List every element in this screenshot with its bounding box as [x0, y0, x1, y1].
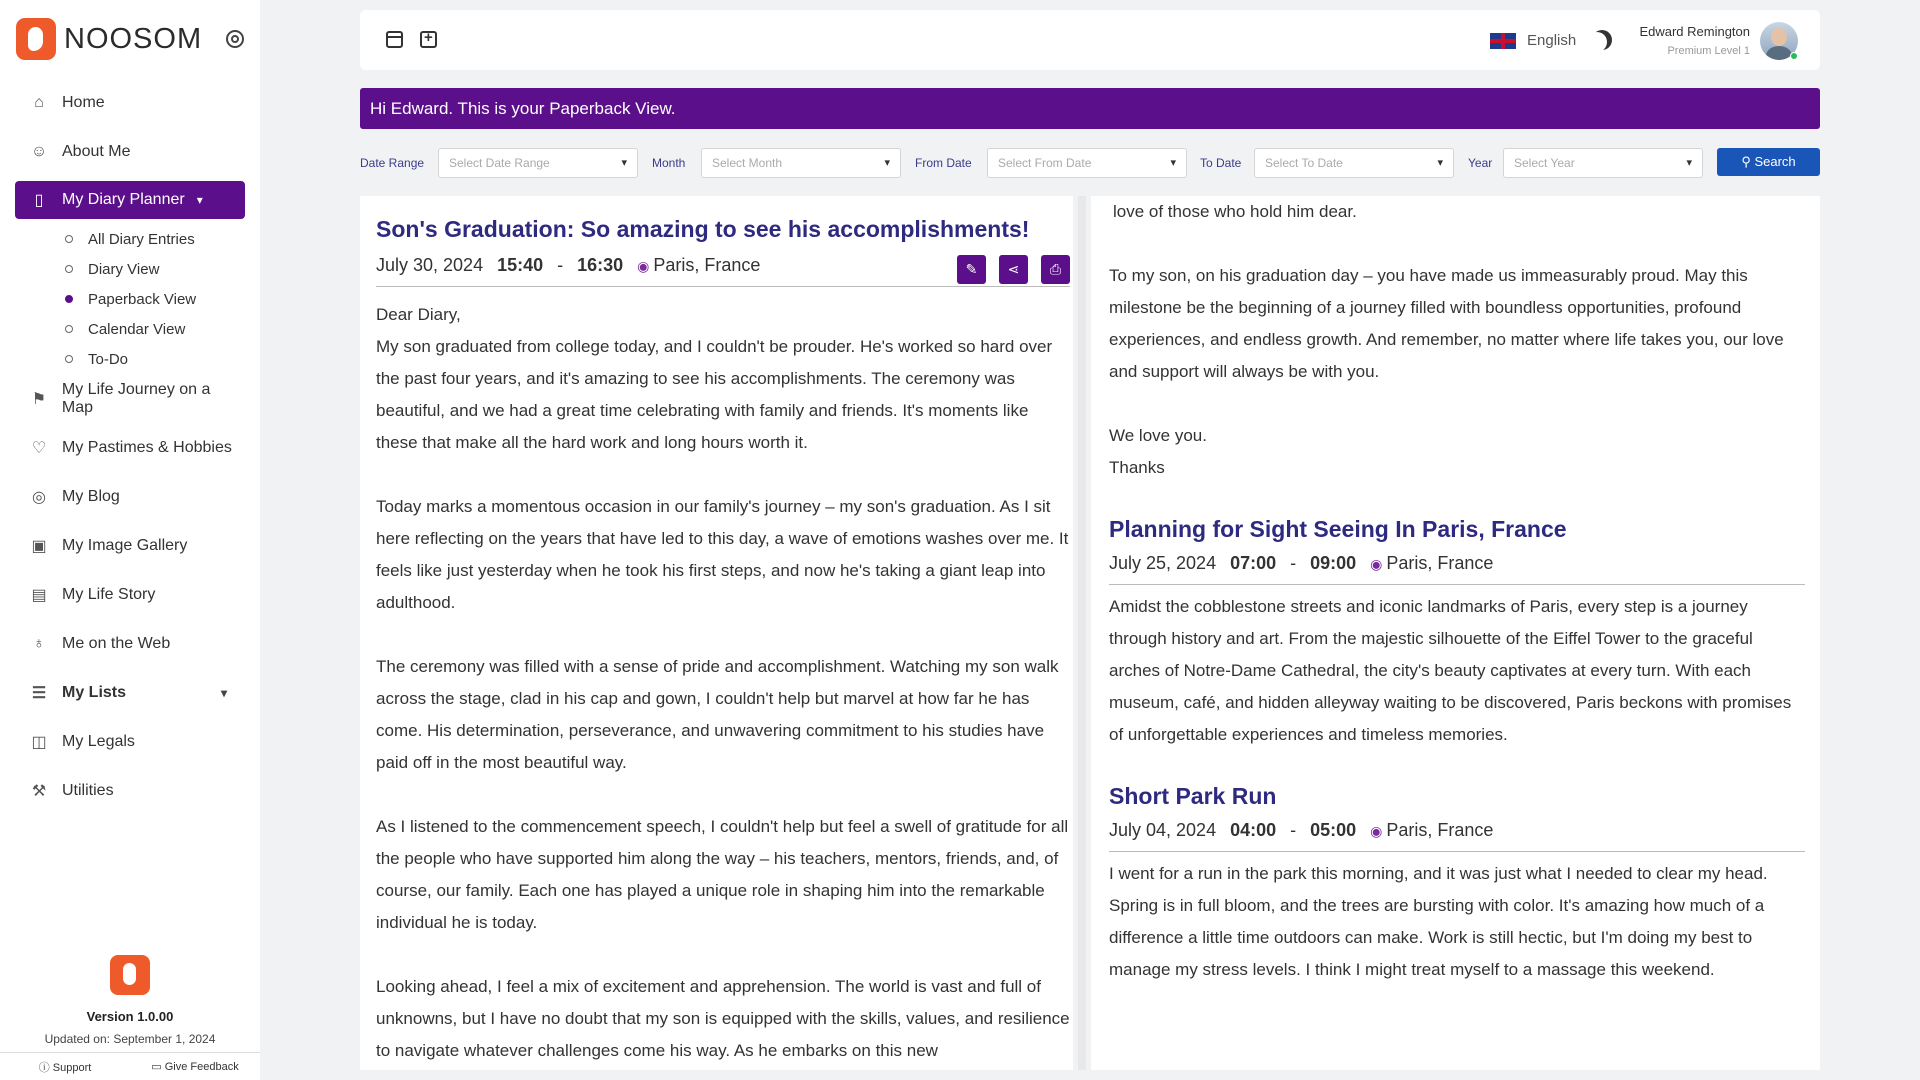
select-placeholder: Select From Date — [998, 156, 1092, 170]
online-status-icon — [1790, 52, 1798, 60]
sidebar-item-label: Home — [62, 93, 105, 111]
share-icon: ⋖ — [1007, 261, 1020, 277]
submenu-label: Calendar View — [88, 320, 186, 338]
entry-end-time: 05:00 — [1310, 820, 1357, 840]
submenu-label: All Diary Entries — [88, 230, 195, 248]
entry-title[interactable]: Short Park Run — [1109, 783, 1277, 809]
page-spine — [1078, 196, 1086, 1070]
entry-end-time: 16:30 — [577, 255, 624, 275]
month-label: Month — [652, 156, 686, 170]
sidebar-item-legals[interactable] — [15, 717, 245, 766]
submenu-calendar-view[interactable] — [65, 314, 245, 344]
heart-icon: ♡ — [31, 439, 47, 457]
entry-date: July 30, 2024 — [376, 255, 484, 275]
notebook-icon: ▤ — [31, 586, 47, 604]
sidebar-item-label: My Blog — [62, 487, 120, 505]
uk-flag-icon[interactable] — [1490, 33, 1516, 49]
select-placeholder: Select Year — [1514, 156, 1575, 170]
entry-paragraph: Dear Diary, — [376, 305, 461, 324]
sidebar-item-label: My Diary Planner — [62, 191, 185, 208]
sidebar-item-label: My Legals — [62, 732, 135, 750]
sidebar-footer — [0, 1052, 260, 1080]
paperback-right-page — [1091, 196, 1820, 1070]
sidebar-item-utilities[interactable] — [15, 766, 245, 815]
sidebar-item-image-gallery[interactable] — [15, 521, 245, 570]
bullet-icon — [65, 295, 73, 303]
entry-end-time: 09:00 — [1310, 553, 1357, 573]
entry-paragraph: The ceremony was filled with a sense of pride and accomplishment. Watching my son walk across the stage, clad in his cap and gown, I couldn't help but marvel at how far he has come. His determination, perseverance, and unwavering commitment to his studies have paid off in the most beautiful way. — [376, 657, 1059, 772]
calendar-icon[interactable] — [386, 31, 403, 48]
search-button[interactable] — [1717, 148, 1820, 176]
submenu-to-do[interactable] — [65, 344, 245, 374]
sidebar-item-label: My Image Gallery — [62, 536, 188, 554]
entry-location: Paris, France — [1386, 553, 1494, 573]
entry-start-time: 07:00 — [1230, 553, 1277, 573]
entry-continued — [1109, 196, 1805, 1018]
entry-paragraph: Amidst the cobblestone streets and iconic landmarks of Paris, every step is a journey through history and art. From the majestic silhouette of the Eiffel Tower to the graceful arches of Notre-Dame Cathedral, the city's beauty captivates at every turn. With each museum, café, and hidden alleyway waiting to be discovered, Paris beckons with promises of unforgettable experiences and timeless memories. — [1109, 597, 1792, 744]
sidebar-item-life-story[interactable] — [15, 570, 245, 619]
submenu-label: To-Do — [88, 350, 129, 368]
entry-location: Paris, France — [653, 255, 761, 275]
sidebar-item-pastimes-hobbies[interactable] — [15, 423, 245, 472]
entry-start-time: 15:40 — [497, 255, 544, 275]
edit-button[interactable] — [957, 255, 986, 284]
brand-name: NOOSOM — [64, 22, 203, 55]
greeting-banner: Hi Edward. This is your Paperback View. — [360, 88, 1820, 129]
entry-paragraph: I went for a run in the park this morning, and it was just what I needed to clear my head. Spring is in full bloom, and the trees are bursting with color. It's amazing how much of a difference a little time outdoors can make. Work is still hectic, but I'm doing my best to manage my stress levels. I think I might treat myself to a massage this weekend. — [1109, 864, 1768, 979]
sidebar-nav — [15, 78, 245, 815]
sidebar-item-label: Utilities — [62, 781, 114, 799]
location-pin-icon: ◉ — [637, 258, 650, 274]
location-pin-icon: ◉ — [1370, 823, 1383, 839]
divider — [1109, 584, 1805, 585]
sidebar-toggle-icon[interactable] — [226, 30, 244, 48]
user-name[interactable]: Edward Remington — [1639, 24, 1750, 39]
entry-paragraph: Thanks — [1109, 458, 1165, 477]
entry-body — [1109, 591, 1805, 751]
share-button[interactable] — [999, 255, 1028, 284]
sidebar-item-blog[interactable] — [15, 472, 245, 521]
chevron-down-icon: ▾ — [220, 685, 227, 700]
map-icon: ⚑ — [31, 390, 47, 408]
footprint-logo-icon — [110, 955, 150, 995]
briefcase-icon: ◫ — [31, 733, 47, 751]
user-level: Premium Level 1 — [1667, 45, 1750, 57]
location-pin-icon: ◉ — [1370, 556, 1383, 572]
time-separator: - — [557, 255, 564, 275]
entry-body — [1109, 858, 1805, 986]
version-info — [0, 955, 260, 1046]
print-button[interactable] — [1041, 255, 1070, 284]
to-date-select[interactable] — [1254, 148, 1454, 178]
entry-header — [1109, 516, 1805, 751]
updated-date: Updated on: September 1, 2024 — [44, 1032, 216, 1046]
entry-meta — [1109, 553, 1805, 574]
chevron-down-icon: ▾ — [884, 157, 890, 169]
time-separator: - — [1290, 553, 1297, 573]
chevron-down-icon: ▾ — [1686, 157, 1692, 169]
feedback-label: Give Feedback — [164, 1061, 239, 1073]
sidebar-item-label: My Life Story — [62, 585, 156, 603]
from-date-select[interactable] — [987, 148, 1187, 178]
support-label: Support — [52, 1061, 92, 1074]
entry-paragraph: Today marks a momentous occasion in our family's journey – my son's graduation. As I sit here reflecting on the years that have led to this day, a wave of emotions washes over me. It feels like just yesterday when he took his first steps, and now he's taking a giant leap into adulthood. — [376, 497, 1069, 612]
sidebar — [0, 0, 260, 1080]
globe-icon: ◎ — [32, 488, 46, 506]
submenu-diary-view[interactable] — [65, 254, 245, 284]
search-icon: ⚲ — [1741, 154, 1755, 169]
feedback-link[interactable] — [130, 1060, 260, 1073]
help-icon: ⓘ — [38, 1061, 53, 1074]
feedback-icon: ▭ — [151, 1061, 165, 1073]
entry-start-time: 04:00 — [1230, 820, 1277, 840]
bullet-icon — [65, 265, 73, 273]
select-placeholder: Select To Date — [1265, 156, 1343, 170]
add-entry-icon[interactable] — [420, 31, 437, 48]
entry-meta — [1109, 820, 1805, 841]
footprint-logo-icon — [16, 18, 56, 60]
entry-title[interactable]: Son's Graduation: So amazing to see his accomplishments! — [376, 216, 1030, 242]
sidebar-item-my-lists[interactable] — [15, 668, 245, 717]
entry-header — [1109, 783, 1805, 986]
divider — [376, 286, 1070, 287]
sidebar-item-about-me[interactable] — [15, 127, 245, 176]
entry-paragraph: As I listened to the commencement speech, I couldn't help but feel a swell of gratitude for all the people who have supported him along the way – his teachers, mentors, friends, and, of course, our family. Each one has played a unique role in shaping him into the remarkable individual he is today. — [376, 817, 1069, 932]
language-selector[interactable]: English — [1527, 32, 1577, 49]
sidebar-item-label: About Me — [62, 142, 131, 160]
list-icon: ☰ — [31, 684, 47, 702]
chevron-down-icon: ▾ — [1170, 157, 1176, 169]
divider — [1109, 851, 1805, 852]
entry-header — [376, 216, 1070, 1070]
search-label: Search — [1754, 154, 1796, 169]
year-select[interactable] — [1503, 148, 1703, 178]
bullet-icon — [65, 325, 73, 333]
entry-body-continued — [1109, 196, 1805, 484]
wrench-icon: ⚒ — [31, 782, 47, 800]
user-icon: ☺ — [30, 142, 48, 160]
entry-paragraph: We love you. — [1109, 426, 1207, 445]
pencil-icon: ✎ — [965, 261, 978, 277]
submenu-label: Diary View — [88, 260, 160, 278]
chevron-down-icon: ▾ — [1437, 157, 1443, 169]
date-range-select[interactable] — [438, 148, 638, 178]
paperback-left-page — [360, 196, 1073, 1070]
sidebar-item-home[interactable] — [15, 78, 245, 127]
entry-paragraph: My son graduated from college today, and I couldn't be prouder. He's worked so hard over the past four years, and it's amazing to see his accomplishments. The ceremony was beautiful, and we had a great time celebrating with family and friends. It's moments like these that make all the hard work and long hours worth it. — [376, 337, 1053, 452]
date-range-label: Date Range — [360, 156, 425, 170]
to-date-label: To Date — [1200, 156, 1242, 170]
from-date-label: From Date — [915, 156, 972, 170]
chevron-down-icon: ▾ — [621, 157, 627, 169]
entry-paragraph: love of those who hold him dear. — [1113, 202, 1357, 221]
version-number: Version 1.0.00 — [86, 1009, 174, 1024]
moon-icon[interactable] — [1592, 30, 1612, 50]
sidebar-item-label: My Pastimes & Hobbies — [62, 438, 232, 456]
support-link[interactable] — [0, 1059, 130, 1075]
sidebar-item-label: My Life Journey on a Map — [61, 380, 211, 416]
submenu-all-diary-entries[interactable] — [65, 224, 245, 254]
entry-paragraph: Looking ahead, I feel a mix of excitement and apprehension. The world is vast and full of unknowns, but I have no doubt that my son is equipped with the skills, values, and resilience to navigate whatever challenges come his way. As he embarks on this new — [376, 977, 1070, 1060]
month-select[interactable] — [701, 148, 901, 178]
diary-submenu — [15, 224, 245, 374]
entry-body — [376, 299, 1070, 1067]
book-icon: ▯ — [34, 192, 44, 209]
time-separator: - — [1290, 820, 1297, 840]
select-placeholder: Select Month — [712, 156, 783, 170]
entry-date: July 04, 2024 — [1109, 820, 1217, 840]
sidebar-item-diary-planner[interactable] — [15, 181, 245, 219]
bullet-icon — [65, 355, 73, 363]
web-icon: ♁ — [33, 634, 45, 652]
submenu-paperback-view[interactable] — [65, 284, 245, 314]
entry-location: Paris, France — [1386, 820, 1494, 840]
entry-date: July 25, 2024 — [1109, 553, 1217, 573]
brand-logo[interactable] — [16, 18, 202, 60]
sidebar-item-label: My Lists — [62, 683, 127, 701]
entry-actions — [944, 255, 1070, 284]
select-placeholder: Select Date Range — [449, 156, 550, 170]
chevron-down-icon: ▾ — [196, 193, 203, 207]
sidebar-item-me-on-web[interactable] — [15, 619, 245, 668]
image-icon: ▣ — [31, 537, 47, 555]
sidebar-item-label: Me on the Web — [62, 634, 171, 652]
submenu-label: Paperback View — [88, 290, 197, 308]
printer-icon: ⎙ — [1049, 261, 1062, 277]
home-icon: ⌂ — [34, 93, 44, 111]
filter-bar — [360, 148, 1820, 178]
entry-title[interactable]: Planning for Sight Seeing In Paris, France — [1109, 516, 1567, 542]
sidebar-item-life-journey-map[interactable] — [15, 374, 245, 423]
year-label: Year — [1468, 156, 1493, 170]
entry-paragraph: To my son, on his graduation day – you have made us immeasurably proud. May this milestone be the beginning of a journey filled with boundless opportunities, profound experiences, and endless growth. And remember, no matter where life takes you, our love and support will always be with you. — [1109, 266, 1784, 381]
bullet-icon — [65, 235, 73, 243]
top-bar — [360, 10, 1820, 70]
